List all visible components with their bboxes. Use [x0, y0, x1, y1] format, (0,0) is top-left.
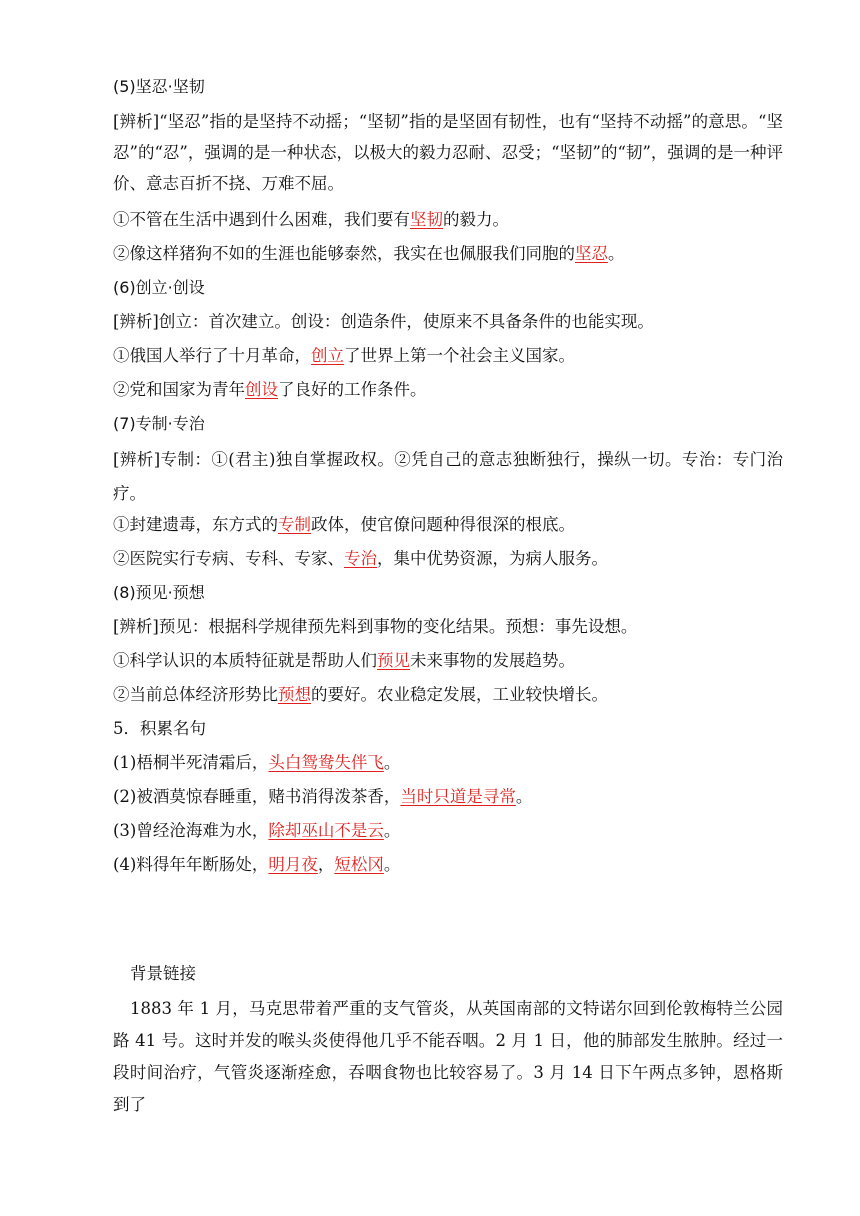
example-8-2 [113, 684, 783, 706]
section-heading-8: (8)预见·预想 [113, 583, 205, 602]
example-text: 未来事物的发展趋势。 [410, 651, 575, 670]
answer-text: 头白鸳鸯失伴飞 [268, 753, 384, 772]
example-8-1 [113, 650, 783, 672]
quote-text: 。 [383, 753, 401, 772]
quotes-heading: 5．积累名句 [113, 719, 206, 738]
answer-text: 明月夜 [268, 855, 318, 874]
example-text: 了良好的工作条件。 [278, 380, 427, 399]
example-text: 。 [608, 244, 625, 263]
example-text: ①不管在生活中遇到什么困难，我们要有 [113, 210, 410, 229]
example-text: ②像这样猪狗不如的生涯也能够泰然，我实在也佩服我们同胞的 [113, 244, 575, 263]
example-6-1 [113, 345, 783, 367]
example-7-2 [113, 548, 783, 570]
quote-text: 。 [383, 855, 401, 874]
example-text: ①封建遗毒，东方式的 [113, 515, 278, 534]
answer-text: 除却巫山不是云 [268, 821, 384, 840]
background-text: 1883 年 1 月，马克思带着严重的支气管炎，从英国南部的文特诺尔回到伦敦梅特兰公园路 41 号。这时并发的喉头炎使得他几乎不能吞咽。2 月 1 日，他的肺部发生脓肿。经过一段时间治疗，气管炎逐渐痊愈，吞咽食物也比较容易了。3 月 14 日下午两点多钟，恩格斯到了 [113, 999, 783, 1114]
answer-text: 专治 [344, 549, 377, 568]
analysis-6: [辨析]创立：首次建立。创设：创造条件，使原来不具备条件的也能实现。 [113, 312, 654, 331]
answer-text: 专制 [278, 515, 311, 534]
example-text: ，集中优势资源，为病人服务。 [377, 549, 608, 568]
answer-text: 坚忍 [575, 244, 608, 263]
answer-text: 创设 [245, 380, 278, 399]
example-6-2 [113, 379, 783, 401]
quote-1 [113, 752, 783, 774]
example-text: ②医院实行专病、专科、专家、 [113, 549, 344, 568]
background-heading: 背景链接 [130, 964, 196, 983]
quote-text: (4)料得年年断肠处， [113, 855, 269, 874]
answer-text: 预想 [278, 685, 311, 704]
example-text: 政体，使官僚问题种得很深的根底。 [311, 515, 575, 534]
example-text: ①科学认识的本质特征就是帮助人们 [113, 651, 377, 670]
answer-text: 坚韧 [410, 210, 443, 229]
section-heading-6: (6)创立·创设 [113, 278, 205, 297]
quote-text: (1)梧桐半死清霜后， [113, 753, 269, 772]
quote-2 [113, 786, 783, 808]
quote-text: 。 [515, 787, 533, 806]
quote-text: ， [317, 855, 335, 874]
quote-text: (2)被酒莫惊春睡重，赌书消得泼茶香， [113, 787, 401, 806]
example-text: 的毅力。 [443, 210, 509, 229]
answer-text: 预见 [377, 651, 410, 670]
example-text: ②当前总体经济形势比 [113, 685, 278, 704]
quote-4 [113, 854, 783, 876]
analysis-8: [辨析]预见：根据科学规律预先料到事物的变化结果。预想：事先设想。 [113, 617, 638, 636]
example-text: ②党和国家为青年 [113, 380, 245, 399]
section-heading-7: (7)专制·专治 [113, 414, 205, 433]
analysis-7: [辨析]专制：①(君主)独自掌握政权。②凭自己的意志独断独行，操纵一切。专治：专门治疗。 [113, 450, 783, 503]
example-7-1 [113, 514, 783, 536]
answer-text: 创立 [311, 346, 344, 365]
example-5-2 [113, 243, 783, 265]
example-5-1 [113, 209, 783, 231]
example-text: ①俄国人举行了十月革命， [113, 346, 311, 365]
quote-3 [113, 820, 783, 842]
analysis-5: [辨析]“坚忍”指的是坚持不动摇；“坚韧”指的是坚固有韧性，也有“坚持不动摇”的意思。“坚忍”的“忍”，强调的是一种状态，以极大的毅力忍耐、忍受；“坚韧”的“韧”，强调的是一种评价、意志百折不挠、万难不屈。 [113, 112, 783, 193]
answer-text: 短松冈 [334, 855, 384, 874]
answer-text: 当时只道是寻常 [400, 787, 516, 806]
example-text: 了世界上第一个社会主义国家。 [344, 346, 575, 365]
quote-text: (3)曾经沧海难为水， [113, 821, 269, 840]
quote-text: 。 [383, 821, 401, 840]
example-text: 的要好。农业稳定发展，工业较快增长。 [311, 685, 608, 704]
section-heading-5: (5)坚忍·坚韧 [113, 77, 205, 96]
